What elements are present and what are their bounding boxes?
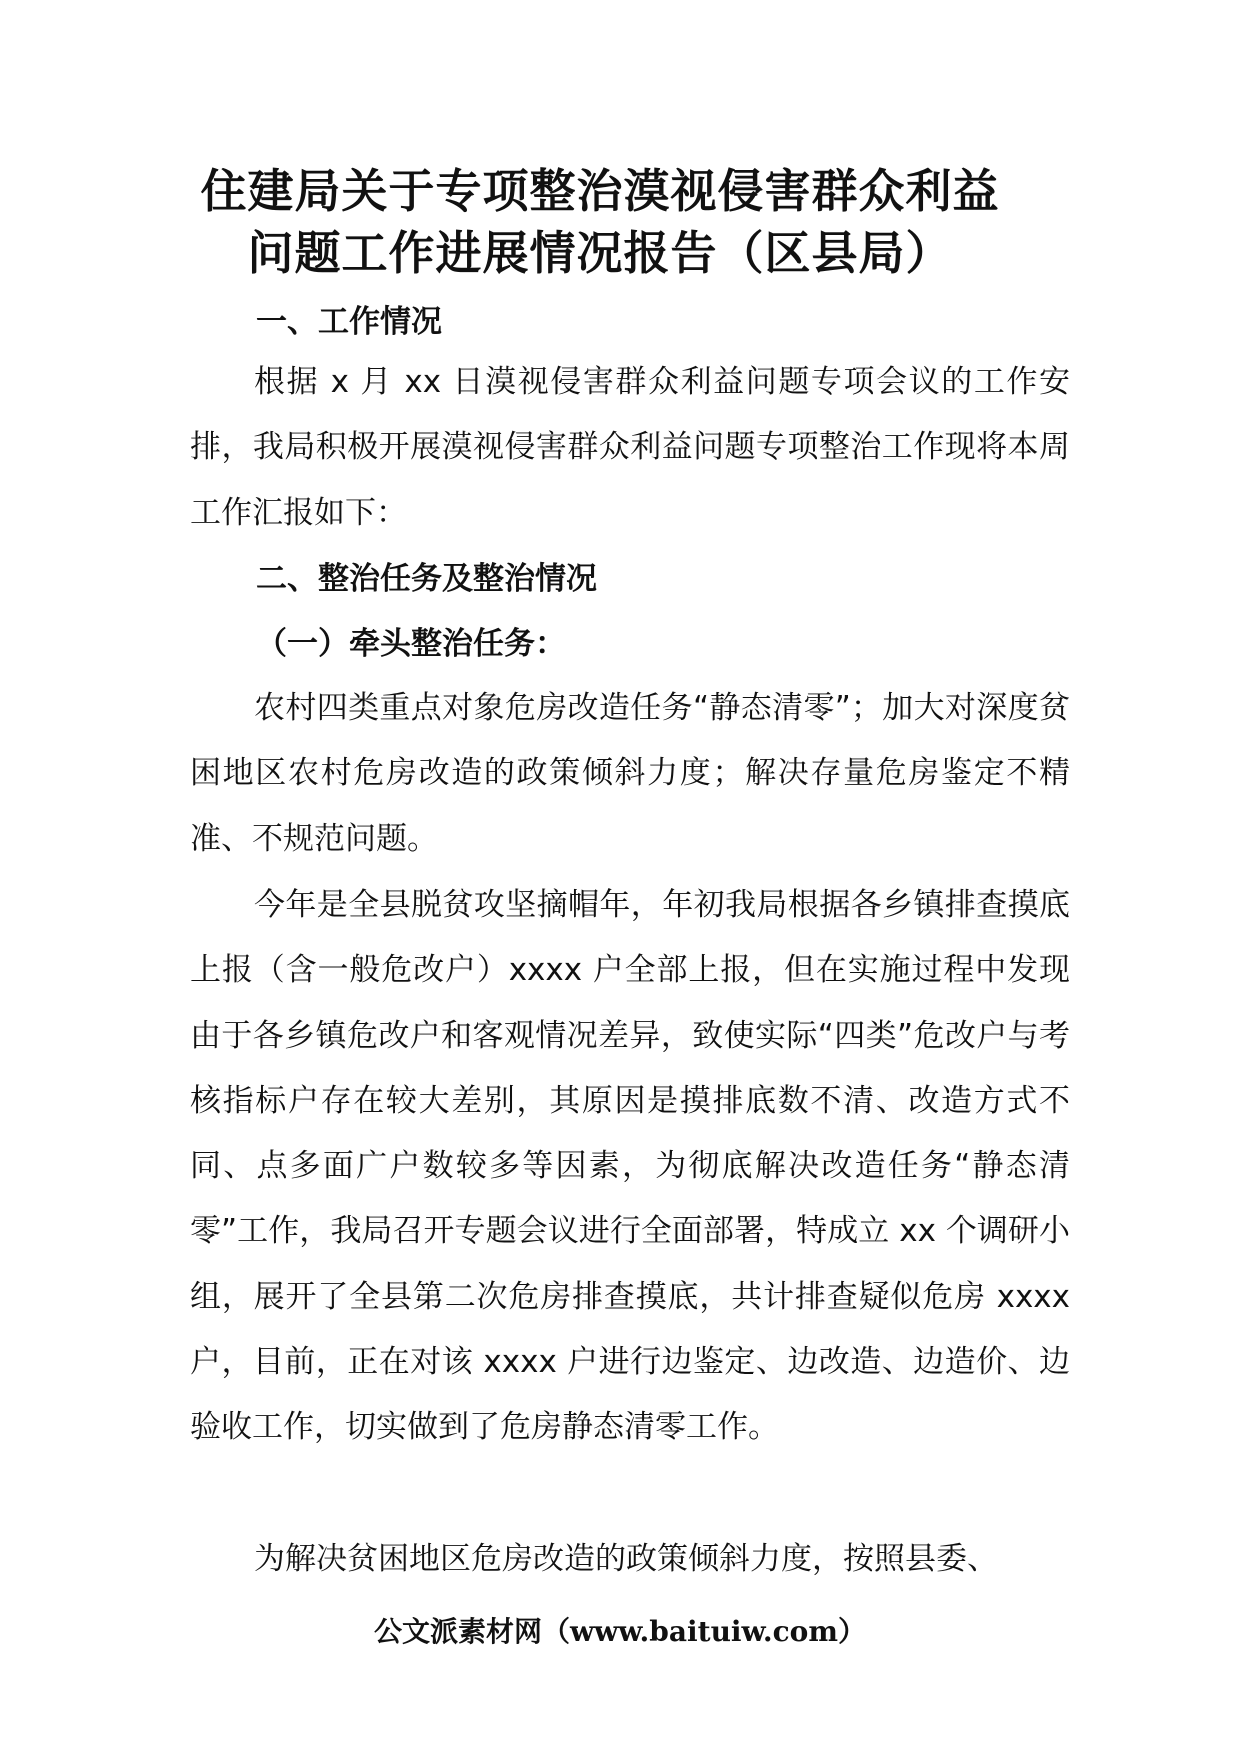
paragraph-work-status: 根据 x 月 xx 日漠视侵害群众利益问题专项会议的工作安排，我局积极开展漠视侵害群众利益问题专项整治工作现将本周工作汇报如下： xyxy=(190,364,1070,531)
section-heading-work-status: 一、工作情况 xyxy=(256,304,442,340)
paragraph-progress: 今年是全县脱贫攻坚摘帽年，年初我局根据各乡镇排查摸底上报（含一般危改户）xxxx 户全部上报，但在实施过程中发现由于各乡镇危改户和客观情况差异，致使实际“四类”危改户与考核指标户存在较大差别，其原因是摸排底数不清、改造方式不同、点多面广户数较多等因素，为彻底解决改造任务“静态清零”工作，我局召开专题会议进行全面部署，特成立 xx 个调研小组，展开了全县第二次危房排查摸底，共计排查疑似危房 xxxx 户，目前，正在对该 xxxx 户进行边鉴定、边改造、边造价、边验收工作，切实做到了危房静态清零工作。 xyxy=(190,887,1070,1446)
paragraph-lead-tasks: 农村四类重点对象危房改造任务“静态清零”；加大对深度贫困地区农村危房改造的政策倾斜力度；解决存量危房鉴定不精准、不规范问题。 xyxy=(190,690,1070,857)
document-title-line-1: 住建局关于专项整治漠视侵害群众利益 xyxy=(200,164,1000,218)
subsection-heading-lead-tasks: （一）牵头整治任务： xyxy=(256,626,566,662)
section-heading-rectification: 二、整治任务及整治情况 xyxy=(256,561,597,597)
footer-source: 公文派素材网（www.baituiw.com） xyxy=(374,1615,866,1648)
document-title-line-2: 问题工作进展情况报告（区县局） xyxy=(247,226,953,280)
paragraph-policy: 为解决贫困地区危房改造的政策倾斜力度，按照县委、 xyxy=(254,1541,998,1577)
